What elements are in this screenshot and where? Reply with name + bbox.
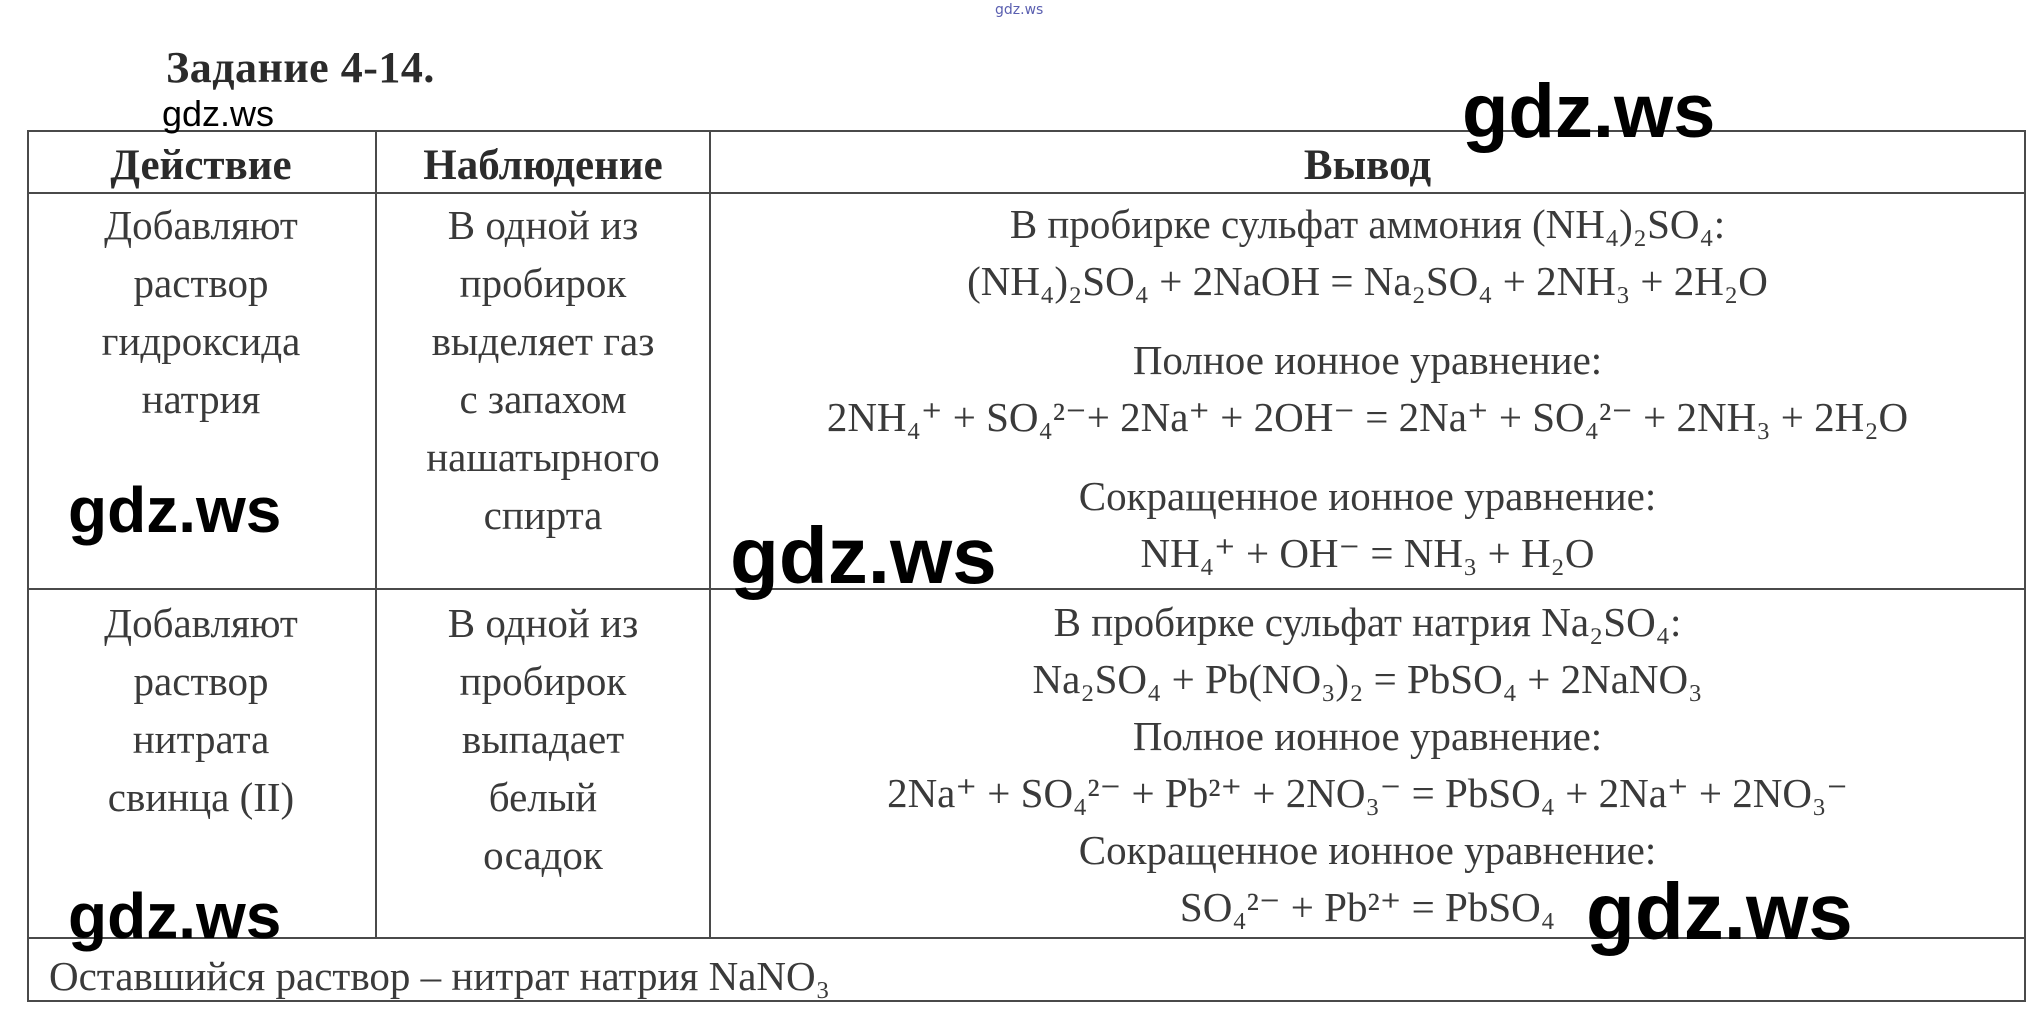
row2-action <box>27 594 375 826</box>
row2-action-line: раствор <box>133 658 269 704</box>
row1-short-ionic-equation: NH₄⁺ + OH⁻ = NH₃ + H₂O <box>1140 530 1595 576</box>
header-conclusion: Вывод <box>1303 142 1432 189</box>
watermark: gdz.ws <box>68 880 282 952</box>
row1-observation-line: спирта <box>483 492 603 538</box>
row2-observation-line: белый <box>488 774 598 820</box>
row2-short-ionic-label: Сокращенное ионное уравнение: <box>1078 827 1657 873</box>
watermark: gdz.ws <box>68 474 282 546</box>
row1-observation-line: В одной из <box>447 202 639 248</box>
row2-full-ionic-label: Полное ионное уравнение: <box>1132 713 1603 759</box>
top-watermark: gdz.ws <box>995 2 1044 18</box>
row1-observation <box>377 196 709 544</box>
watermark: gdz.ws <box>162 93 275 134</box>
row1-conclusion-intro: В пробирке сульфат аммония (NH₄)₂SO₄: <box>1009 201 1726 247</box>
task-title: Задание 4-14. <box>166 43 435 92</box>
row2-observation <box>377 594 709 884</box>
row-divider <box>27 588 2026 590</box>
row2-observation-line: осадок <box>483 832 603 878</box>
row1-full-ionic-equation: 2NH₄⁺ + SO₄²⁻+ 2Na⁺ + 2OH⁻ = 2Na⁺ + SO₄²⁻ + 2NH₃ + 2H₂O <box>826 394 1909 440</box>
row1-action-line: Добавляют <box>104 202 298 248</box>
row2-observation-line: пробирок <box>459 658 627 704</box>
row1-action-line: натрия <box>141 376 261 422</box>
row1-full-ionic-label: Полное ионное уравнение: <box>1132 337 1603 383</box>
row1-observation-line: выделяет газ <box>431 318 655 364</box>
watermark: gdz.ws <box>1586 867 1853 956</box>
watermark: gdz.ws <box>1462 69 1716 154</box>
row1-action-line: гидроксида <box>101 318 301 364</box>
row2-short-ionic-equation: SO₄²⁻ + Pb²⁺ = PbSO₄ <box>1179 884 1556 930</box>
row2-action-line: Добавляют <box>104 600 298 646</box>
row1-molecular-equation: (NH₄)₂SO₄ + 2NaOH = Na₂SO₄ + 2NH₃ + 2H₂O <box>967 258 1768 304</box>
row2-conclusion-intro: В пробирке сульфат натрия Na₂SO₄: <box>1053 599 1682 645</box>
row1-observation-line: пробирок <box>459 260 627 306</box>
table-border-top <box>27 130 2026 132</box>
row2-observation-line: В одной из <box>447 600 639 646</box>
row1-action <box>27 196 375 428</box>
table-footer-note: Оставшийся раствор – нитрат натрия NaNO₃ <box>49 953 830 999</box>
row2-full-ionic-equation: 2Na⁺ + SO₄²⁻ + Pb²⁺ + 2NO₃⁻ = PbSO₄ + 2Na⁺ + 2NO₃⁻ <box>887 770 1848 816</box>
row2-action-line: свинца (II) <box>107 774 295 820</box>
table-border-right <box>2024 130 2026 1002</box>
row2-observation-line: выпадает <box>461 716 625 762</box>
header-observation: Наблюдение <box>423 142 663 189</box>
header-action: Действие <box>110 142 292 189</box>
row1-action-line: раствор <box>133 260 269 306</box>
row1-observation-line: нашатырного <box>426 434 660 480</box>
row2-molecular-equation: Na₂SO₄ + Pb(NO₃)₂ = PbSO₄ + 2NaNO₃ <box>1032 656 1703 702</box>
row1-observation-line: с запахом <box>459 376 627 422</box>
row2-action-line: нитрата <box>132 716 270 762</box>
row1-short-ionic-label: Сокращенное ионное уравнение: <box>1078 473 1657 519</box>
watermark: gdz.ws <box>730 511 997 600</box>
